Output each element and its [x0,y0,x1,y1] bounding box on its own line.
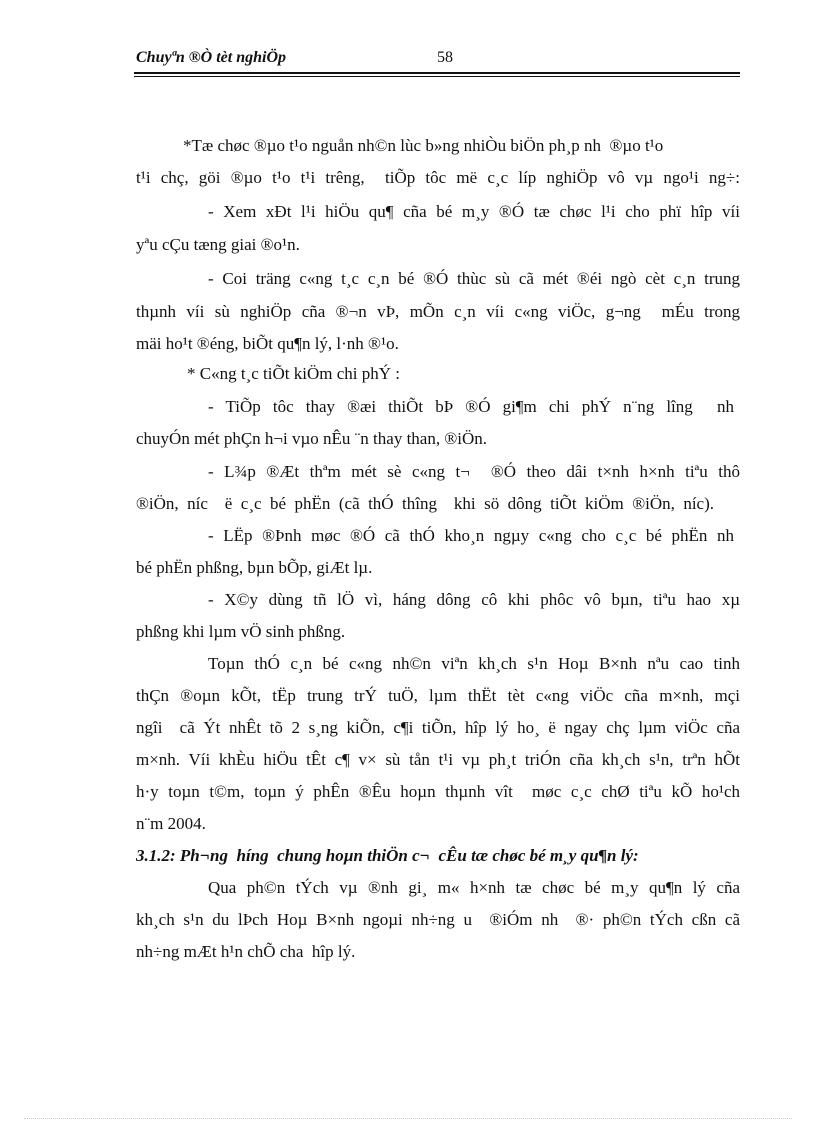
text-line: Toµn thÓ c¸n bé c«ng nh©n viªn kh¸ch s¹n Hoµ B×nh nªu cao tinh [208,654,740,673]
text-line: Qua ph©n tÝch vµ ®nh gi¸ m« h×nh tæ chøc bé m¸y qu¶n lý cña [208,878,740,897]
section-heading: 3.1.2: Ph¬ng híng chung hoµn thiÖn c¬ cÊu tæ chøc bé m¸y qu¶n lý: [136,846,639,865]
text-line: n¨m 2004. [136,814,206,833]
text-line: phßng khi lµm vÖ sinh phßng. [136,622,346,641]
header-rule-thick [134,72,740,74]
text-line: m×nh. Víi khÈu hiÖu tÊt c¶ v× sù tån t¹i vµ ph¸t triÓn cña kh¸ch s¹n, trªn hÕt [136,750,740,769]
text-line: ®iÖn, níc ë c¸c bé phËn (cã thÓ thîng khi sö dông tiÕt kiÖm ®iÖn, níc). [136,494,714,513]
text-line: yªu cÇu tæng giai ®o¹n. [136,235,300,254]
text-line: chuyÓn mét phÇn h¬i vµo nÊu ¨n thay than, ®iÖn. [136,429,488,448]
text-line: - Xem xÐt l¹i hiÖu qu¶ cña bé m¸y ®Ó tæ chøc l¹i cho phï hîp víi [208,202,740,221]
text-line: h·y toµn t©m, toµn ý phÊn ®Êu hoµn thµnh vît møc c¸c chØ tiªu kÕ ho¹ch [136,782,740,801]
text-line: thÇn ®oµn kÕt, tËp trung trÝ tuÖ, lµm thËt tèt c«ng viÖc cña m×nh, mçi [136,686,740,705]
text-line: bé phËn phßng, bµn bÕp, giÆt lµ. [136,558,373,577]
header-rule-thin [134,76,740,77]
text-line: - TiÕp tôc thay ®æi thiÕt bÞ ®Ó gi¶m chi phÝ n¨ng lîng nh [208,397,734,416]
text-line: * C«ng t¸c tiÕt kiÖm chi phÝ : [187,364,400,383]
text-line: nh÷ng mÆt h¹n chÕ cha hîp lý. [136,942,356,961]
page-bottom-border [24,1118,792,1119]
text-line: *Tæ chøc ®µo t¹o nguån nh©n lùc b»ng nhiÒu biÖn ph¸p nh ®µo t¹o [183,136,664,155]
text-line: mäi ho¹t ®éng, biÕt qu¶n lý, l·nh ®¹o. [136,334,399,353]
text-line: - X©y dùng tñ lÖ vì, háng dông cô khi phôc vô bµn, tiªu hao xµ [208,590,740,609]
text-line: - Coi träng c«ng t¸c c¸n bé ®Ó thùc sù cã mét ®éi ngò cèt c¸n trung [208,269,740,288]
text-line: t¹i chç, göi ®µo t¹o t¹i trêng, tiÕp tôc më c¸c líp nghiÖp vô vµ ngo¹i ng÷: [136,168,740,187]
text-line: kh¸ch s¹n du lÞch Hoµ B×nh ngoµi nh÷ng u ®iÓm nh ®· ph©n tÝch cßn cã [136,910,740,929]
text-line: - L¾p ®Æt thªm mét sè c«ng t¬ ®Ó theo dâi t×nh h×nh tiªu thô [208,462,740,481]
page-number: 58 [437,49,453,66]
text-line: ngîi cã Ýt nhÊt tõ 2 s¸ng kiÕn, c¶i tiÕn, hîp lý ho¸ ë ngay chç lµm viÖc cña [136,718,740,737]
text-line: thµnh víi sù nghiÖp cña ®¬n vÞ, mÕn c¸n víi c«ng viÖc, g¬ng mÉu trong [136,302,740,321]
text-line: - LËp ®Þnh møc ®Ó cã thÓ kho¸n ngµy c«ng cho c¸c bé phËn nh [208,526,734,545]
header-title: Chuyªn ®Ò tèt nghiÖp [136,49,287,66]
